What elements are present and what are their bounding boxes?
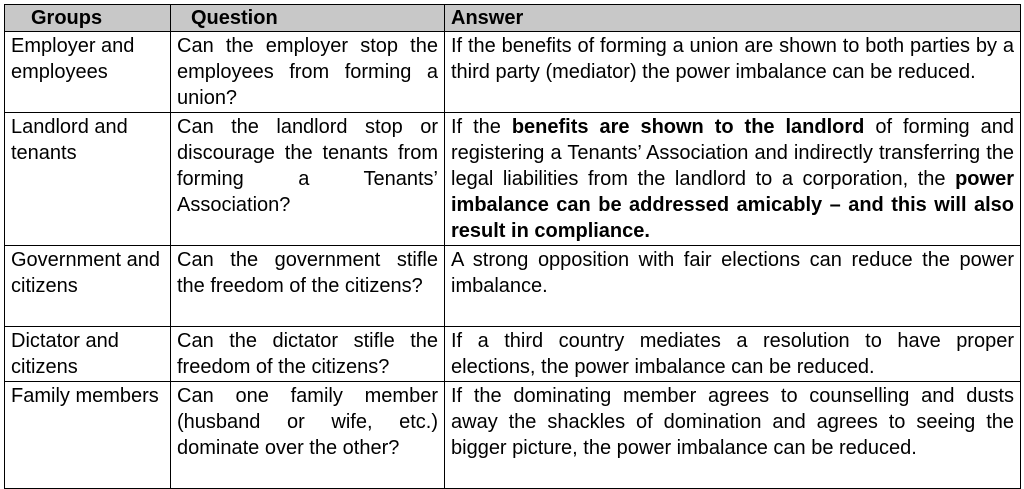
header-question: Question [171, 5, 445, 32]
answer-cell: If the dominating member agrees to counselling and dusts away the shackles of domination and agrees to seeing the bigger picture, the power imbalance can be reduced. [445, 382, 1021, 489]
group-cell: Dictator and citizens [5, 327, 171, 382]
table-header-row [5, 5, 1021, 32]
table-row [5, 327, 1021, 382]
answer-cell [445, 113, 1021, 246]
question-cell: Can the dictator stifle the freedom of the citizens? [171, 327, 445, 382]
question-cell: Can one family member (husband or wife, etc.) dominate over the other? [171, 382, 445, 489]
table-row [5, 382, 1021, 489]
answer-cell: If the benefits of forming a union are shown to both parties by a third party (mediator) the power imbalance can be reduced. [445, 32, 1021, 113]
header-answer: Answer [445, 5, 1021, 32]
answer-cell: A strong opposition with fair elections can reduce the power imbalance. [445, 246, 1021, 327]
header-groups: Groups [5, 5, 171, 32]
answer-text: of forming and registering a Tenants’ Association and indirectly transferring the legal liabilities from the landlord to a corporation, the [451, 116, 1014, 190]
answer-emphasis: power imbalance can be addressed amicably – and this will also result in compliance. [451, 168, 1014, 242]
table-row [5, 113, 1021, 246]
answer-emphasis: benefits are shown to the landlord [511, 116, 865, 138]
group-cell: Landlord and tenants [5, 113, 171, 246]
table-row [5, 32, 1021, 113]
answer-text: If the [451, 116, 512, 138]
group-cell: Employer and employees [5, 32, 171, 113]
answer-cell: If a third country mediates a resolution to have proper elections, the power imbalance can be reduced. [445, 327, 1021, 382]
table-row [5, 246, 1021, 327]
group-cell: Government and citizens [5, 246, 171, 327]
question-cell: Can the government stifle the freedom of the citizens? [171, 246, 445, 327]
question-cell: Can the employer stop the employees from forming a union? [171, 32, 445, 113]
group-cell: Family members [5, 382, 171, 489]
question-cell: Can the landlord stop or discourage the tenants from forming a Tenants’ Association? [171, 113, 445, 246]
power-imbalance-table [4, 4, 1021, 489]
